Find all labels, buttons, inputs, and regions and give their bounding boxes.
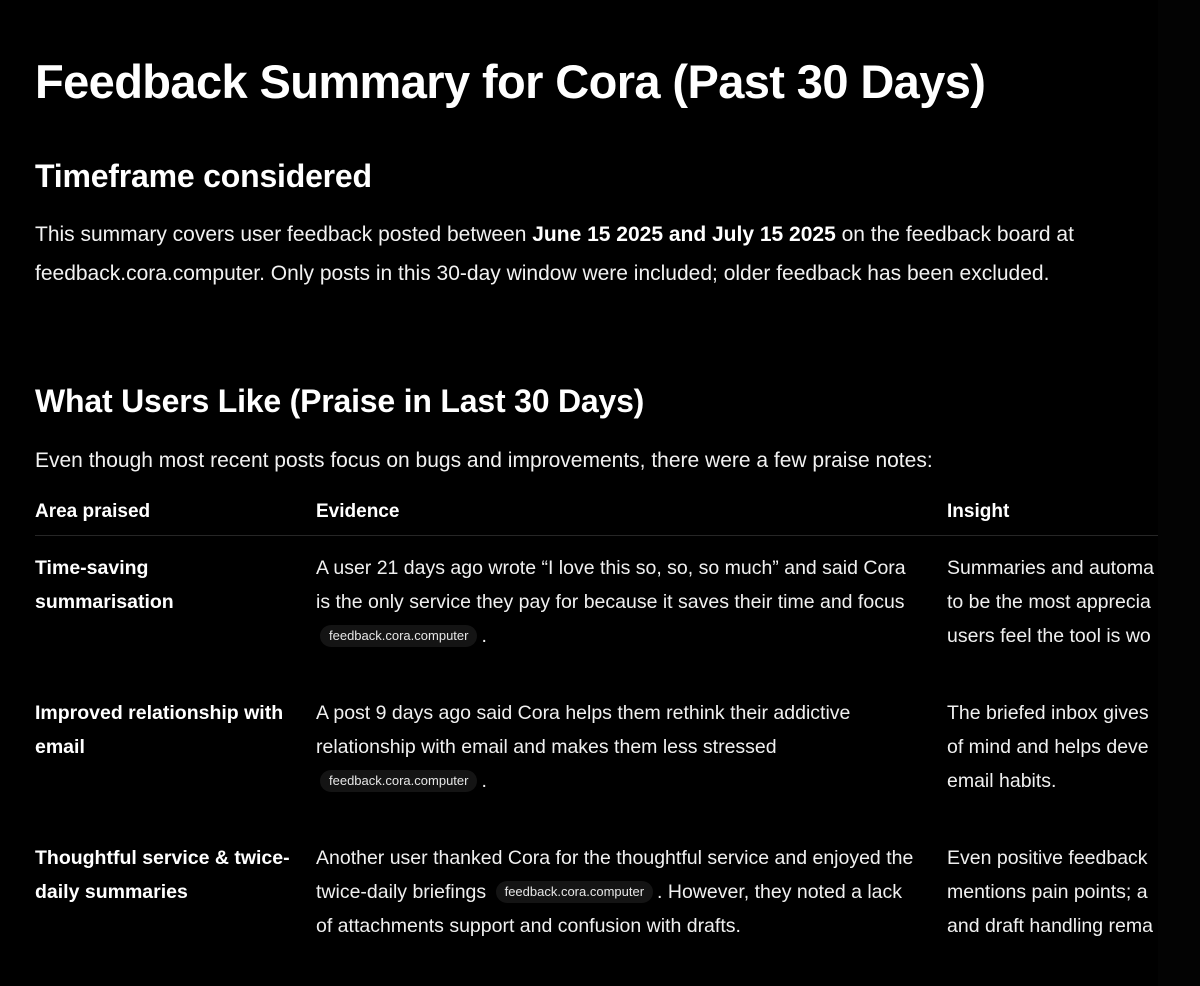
table-row <box>35 826 1158 971</box>
source-citation-chip[interactable]: feedback.cora.computer <box>496 881 653 903</box>
area-cell: Improved relationship with email <box>35 702 284 758</box>
area-cell: Thoughtful service & twice-daily summaries <box>35 847 290 903</box>
insight-cell <box>947 681 1158 826</box>
page-title: Feedback Summary for Cora (Past 30 Days) <box>35 55 986 108</box>
timeframe-paragraph <box>35 215 1095 293</box>
praise-table-header-row <box>35 493 1158 536</box>
table-row <box>35 681 1158 826</box>
insight-line: mentions pain points; a <box>947 881 1148 903</box>
evidence-text-after: . <box>481 625 487 647</box>
column-header-evidence: Evidence <box>316 493 947 536</box>
evidence-text: A user 21 days ago wrote “I love this so, so, so much” and said Cora is the only service they pay for because it saves their time and focus <box>316 557 906 613</box>
evidence-text-after: . However, they noted a lack of attachments support and confusion with drafts. <box>316 881 903 937</box>
insight-line: Even positive feedback <box>947 847 1148 869</box>
evidence-text: Another user thanked Cora for the thoughtful service and enjoyed the twice-daily briefings <box>316 847 914 903</box>
insight-line: to be the most apprecia <box>947 591 1151 613</box>
source-citation-chip[interactable]: feedback.cora.computer <box>320 625 477 647</box>
area-cell: Time-saving summarisation <box>35 557 174 613</box>
column-header-area: Area praised <box>35 493 316 536</box>
praise-intro: Even though most recent posts focus on bugs and improvements, there were a few praise notes: <box>35 449 933 472</box>
timeframe-text-before: This summary covers user feedback posted between <box>35 223 533 246</box>
praise-heading: What Users Like (Praise in Last 30 Days) <box>35 383 645 419</box>
scroll-gutter <box>1158 0 1200 986</box>
insight-cell <box>947 826 1158 971</box>
insight-line: Summaries and automa <box>947 557 1155 579</box>
timeframe-date-range: June 15 2025 and July 15 2025 <box>532 223 836 246</box>
insight-line: and draft handling rema <box>947 915 1153 937</box>
evidence-cell <box>316 826 947 971</box>
table-row <box>35 536 1158 682</box>
evidence-cell <box>316 681 947 826</box>
column-header-insight: Insight <box>947 493 1158 536</box>
insight-line: of mind and helps deve <box>947 736 1149 758</box>
source-citation-chip[interactable]: feedback.cora.computer <box>320 770 477 792</box>
insight-line: users feel the tool is wo <box>947 625 1151 647</box>
evidence-text-after: . <box>481 770 487 792</box>
timeframe-heading: Timeframe considered <box>35 158 372 194</box>
insight-cell <box>947 536 1158 682</box>
timeframe-text-after: on the feedback board at feedback.cora.computer. Only posts in this 30-day window were included; older feedback has been excluded. <box>35 223 1074 285</box>
insight-line: email habits. <box>947 770 1057 792</box>
insight-line: The briefed inbox gives <box>947 702 1149 724</box>
praise-table <box>35 493 1158 971</box>
evidence-cell <box>316 536 947 682</box>
evidence-text: A post 9 days ago said Cora helps them rethink their addictive relationship with email and makes them less stressed <box>316 702 851 758</box>
